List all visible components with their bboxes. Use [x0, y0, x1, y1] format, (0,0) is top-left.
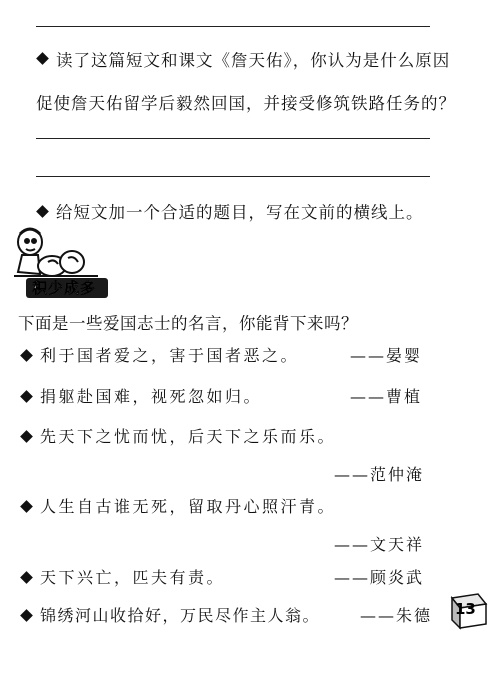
question-1-line-1: 读了这篇短文和课文《詹天佑》，你认为是什么原因	[56, 51, 451, 70]
quote-text: 先天下之忧而忧，后天下之乐而乐。	[40, 427, 337, 446]
cartoon-mascot-icon	[8, 222, 108, 282]
quote-author: ——晏婴	[350, 346, 423, 365]
bullet-diamond-icon	[36, 52, 49, 65]
question-2: 给短文加一个合适的题目，写在文前的横线上。	[56, 203, 424, 222]
quote-text: 捐躯赴国难，视死忽如归。	[40, 387, 263, 406]
bullet-diamond-icon	[20, 609, 33, 622]
answer-line-2	[36, 176, 430, 177]
quote-author: ——顾炎武	[334, 568, 425, 587]
answer-line-1	[36, 138, 430, 139]
bullet-diamond-icon	[20, 349, 33, 362]
quote-author: ——曹植	[350, 387, 423, 406]
bullet-diamond-icon	[20, 390, 33, 403]
answer-line-top	[36, 26, 430, 27]
quote-text: 天下兴亡，匹夫有责。	[40, 568, 226, 587]
bullet-diamond-icon	[36, 205, 49, 218]
bullet-diamond-icon	[20, 500, 33, 513]
quote-author: ——范仲淹	[334, 465, 425, 484]
bullet-diamond-icon	[20, 430, 33, 443]
question-1-line-2: 促使詹天佑留学后毅然回国，并接受修筑铁路任务的？	[36, 94, 456, 113]
quote-text: 锦绣河山收拾好，万民尽作主人翁。	[40, 606, 321, 625]
section-intro: 下面是一些爱国志士的名言，你能背下来吗？	[18, 314, 358, 333]
quote-author: ——朱德	[360, 606, 433, 625]
quote-author: ——文天祥	[334, 535, 425, 554]
section-banner-label: 积少成多	[32, 279, 97, 297]
quote-text: 利于国者爱之，害于国者恶之。	[40, 346, 300, 365]
page-number: 13	[455, 600, 476, 618]
bullet-diamond-icon	[20, 571, 33, 584]
quote-text: 人生自古谁无死，留取丹心照汗青。	[40, 497, 337, 516]
